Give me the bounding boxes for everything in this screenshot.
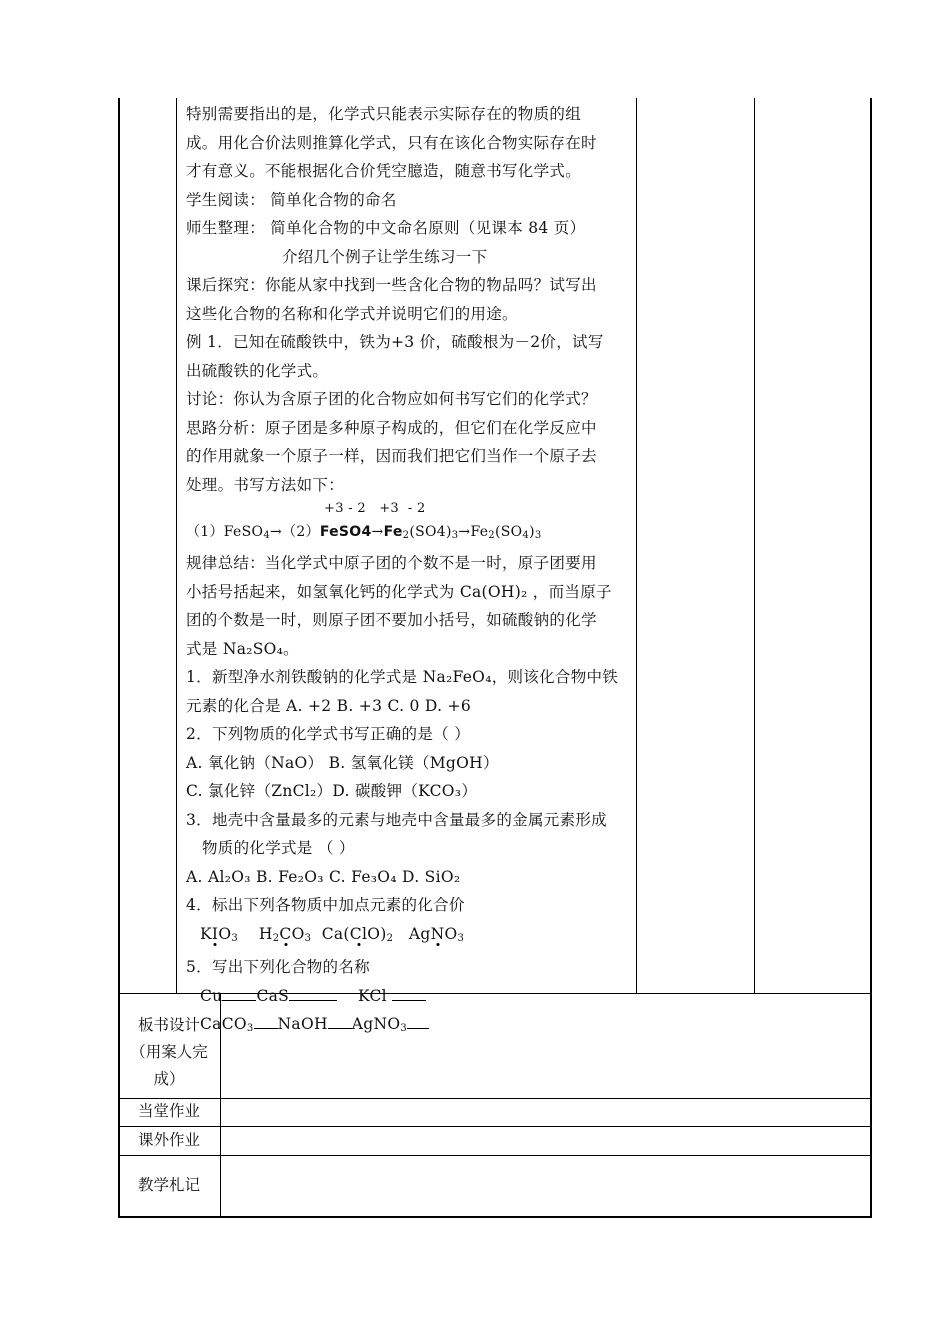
text-line: 规律总结：当化学式中原子团的个数不是一时，原子团要用 [186,554,597,572]
table-border [176,98,177,994]
text-line: 特别需要指出的是，化学式只能表示实际存在的物质的组 [186,105,582,123]
question-5-blanks: CaCO$_3$ NaOH AgNO$_3$ [186,1010,636,1044]
text-line: 处理。书写方法如下： [186,475,345,494]
text-line: 出硫酸铁的化学式。 [186,361,329,380]
homework-label: 课外作业 [137,1131,200,1149]
formula-steps: $(1)FeSO_4\to(2)FeSO4\to Fe_2(SO4)_3\to Fe_2(SO_4)_3$ [186,524,542,541]
text-line: 团的个数是一时，则原子团不要加小括号，如硫酸钠的化学 [186,611,597,629]
question-1: 1．新型净水剂铁酸钠的化学式是 Na₂FeO₄，则该化合物中铁 [186,668,619,686]
text-line: 学生阅读： 简单化合物的命名 [186,190,397,209]
question-3-stem: 物质的化学式是 （ ） [202,839,355,857]
table-border [636,98,637,994]
valence-labels: +3 - 2 +3 - 2 [324,501,426,516]
text-line: 的作用就象一个原子一样，因而我们把它们当作一个原子去 [186,447,597,465]
text-line: 这些化合物的名称和化学式并说明它们的用途。 [186,304,518,323]
question-3-options: A. Al₂O₃ B. Fe₂O₃ C. Fe₃O₄ D. SiO₂ [186,867,461,886]
text-line: 思路分析：原子团是多种原子构成的，但它们在化学反应中 [186,418,597,437]
text-line: 式是 Na₂SO₄。 [186,639,299,658]
text-line: 例 1．已知在硫酸铁中，铁为+3 价，硫酸根为－2价，试写 [186,333,604,351]
question-2-options: A. 氧化钠（NaO） B. 氢氧化镁（MgOH） [186,753,499,772]
classwork-label: 当堂作业 [137,1102,200,1120]
formula-block [186,499,636,549]
table-border [754,98,755,994]
text-line: 介绍几个例子让学生练习一下 [282,247,488,266]
question-4-formulas: $KIO_3$ $H_2CO_3$ $Ca(ClO)_2$ AgNO$_3$ [200,924,465,944]
question-5: 5．写出下列化合物的名称 [186,958,370,976]
question-1-options: 元素的化合是 A. +2 B. +3 C. 0 D. +6 [186,696,471,715]
table-border [118,1126,872,1127]
teaching-notes-label: 教学札记 [137,1176,200,1194]
question-2-options: C. 氯化锌（ZnCl₂）D. 碳酸钾（KCO₃） [186,782,478,800]
table-border [118,1098,872,1099]
table-border [870,98,872,1218]
table-border [118,1155,872,1156]
text-line: 成。用化合价法则推算化学式，只有在该化合物实际存在时 [186,133,597,152]
text-line: 课后探究：你能从家中找到一些含化合物的物品吗？试写出 [186,276,597,294]
question-5-blanks: Cu CaS KCl [186,982,636,1011]
table-border [118,1216,872,1218]
question-4: 4．标出下列各物质中加点元素的化合价 [186,896,465,914]
text-line: 师生整理： 简单化合物的中文命名原则（见课本 84 页） [186,219,586,237]
text-line: 小括号括起来，如氢氧化钙的化学式为 Ca(OH)₂ ，而当原子 [186,582,612,601]
board-design-label: 板书设计 （用案人完 成） [130,1016,208,1088]
text-line: 才有意义。不能根据化合价凭空臆造，随意书写化学式。 [186,162,582,180]
lesson-content [186,100,636,1044]
text-line: 讨论：你认为含原子团的化合物应如何书写它们的化学式？ [186,390,597,408]
question-3: 3．地壳中含量最多的元素与地壳中含量最多的金属元素形成 [186,810,607,829]
question-2: 2．下列物质的化学式书写正确的是（ ） [186,725,470,743]
